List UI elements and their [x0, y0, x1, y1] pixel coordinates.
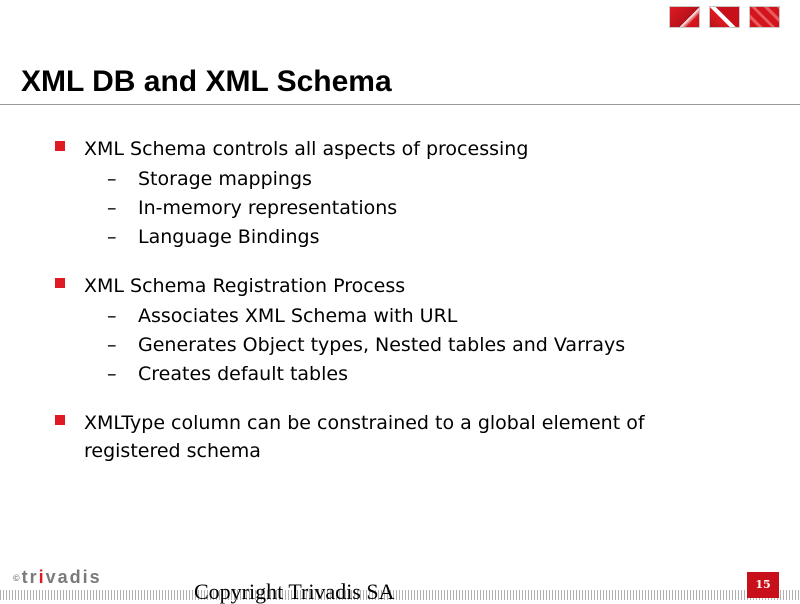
sub-item-text: Creates default tables: [138, 363, 348, 385]
logo-prefix: tr: [21, 567, 39, 587]
slide-content: [0, 135, 800, 465]
bullet-square-icon: [55, 278, 65, 288]
bullet-square-icon: [55, 415, 65, 425]
sub-item: [84, 331, 724, 360]
trivadis-logo: [13, 567, 106, 588]
logo-accent: i: [38, 567, 46, 587]
header-photo-2: [709, 6, 740, 28]
sub-item-text: Generates Object types, Nested tables and Varrays: [138, 334, 626, 356]
sub-item-text: Storage mappings: [138, 168, 312, 190]
sub-list: [84, 302, 724, 389]
bullet-text: XML Schema controls all aspects of processing: [84, 138, 529, 160]
bullet-text: XML Schema Registration Process: [84, 275, 406, 297]
title-divider: [0, 104, 800, 105]
sub-item: [84, 302, 724, 331]
slide-title: XML DB and XML Schema: [21, 65, 392, 98]
header-image-strip: [669, 6, 780, 28]
bullet-registration-process: [0, 272, 724, 389]
bullet-schema-controls: [0, 135, 724, 252]
footer-line-pattern: [0, 590, 800, 600]
header-photo-1: [669, 6, 700, 28]
bullet-text: XMLType column can be constrained to a global element of registered schema: [84, 412, 645, 462]
dash-icon: –: [107, 226, 117, 248]
bullet-square-icon: [55, 141, 65, 151]
bullet-xmltype-column: [0, 409, 724, 465]
logo-suffix: vadis: [45, 567, 102, 587]
sub-list: [84, 165, 724, 252]
sub-item: [84, 194, 724, 223]
copyright-symbol: ©: [13, 573, 20, 584]
copyright-text: Copyright Trivadis SA: [194, 579, 395, 604]
sub-item: [84, 360, 724, 389]
header-photo-3: [749, 6, 780, 28]
sub-item-text: Language Bindings: [138, 226, 320, 248]
dash-icon: –: [107, 334, 117, 356]
dash-icon: –: [107, 168, 117, 190]
page-number-badge: 15: [747, 572, 779, 598]
sub-item: [84, 165, 724, 194]
dash-icon: –: [107, 305, 117, 327]
sub-item: [84, 223, 724, 252]
sub-item-text: Associates XML Schema with URL: [138, 305, 458, 327]
sub-item-text: In-memory representations: [138, 197, 398, 219]
dash-icon: –: [107, 363, 117, 385]
dash-icon: –: [107, 197, 117, 219]
